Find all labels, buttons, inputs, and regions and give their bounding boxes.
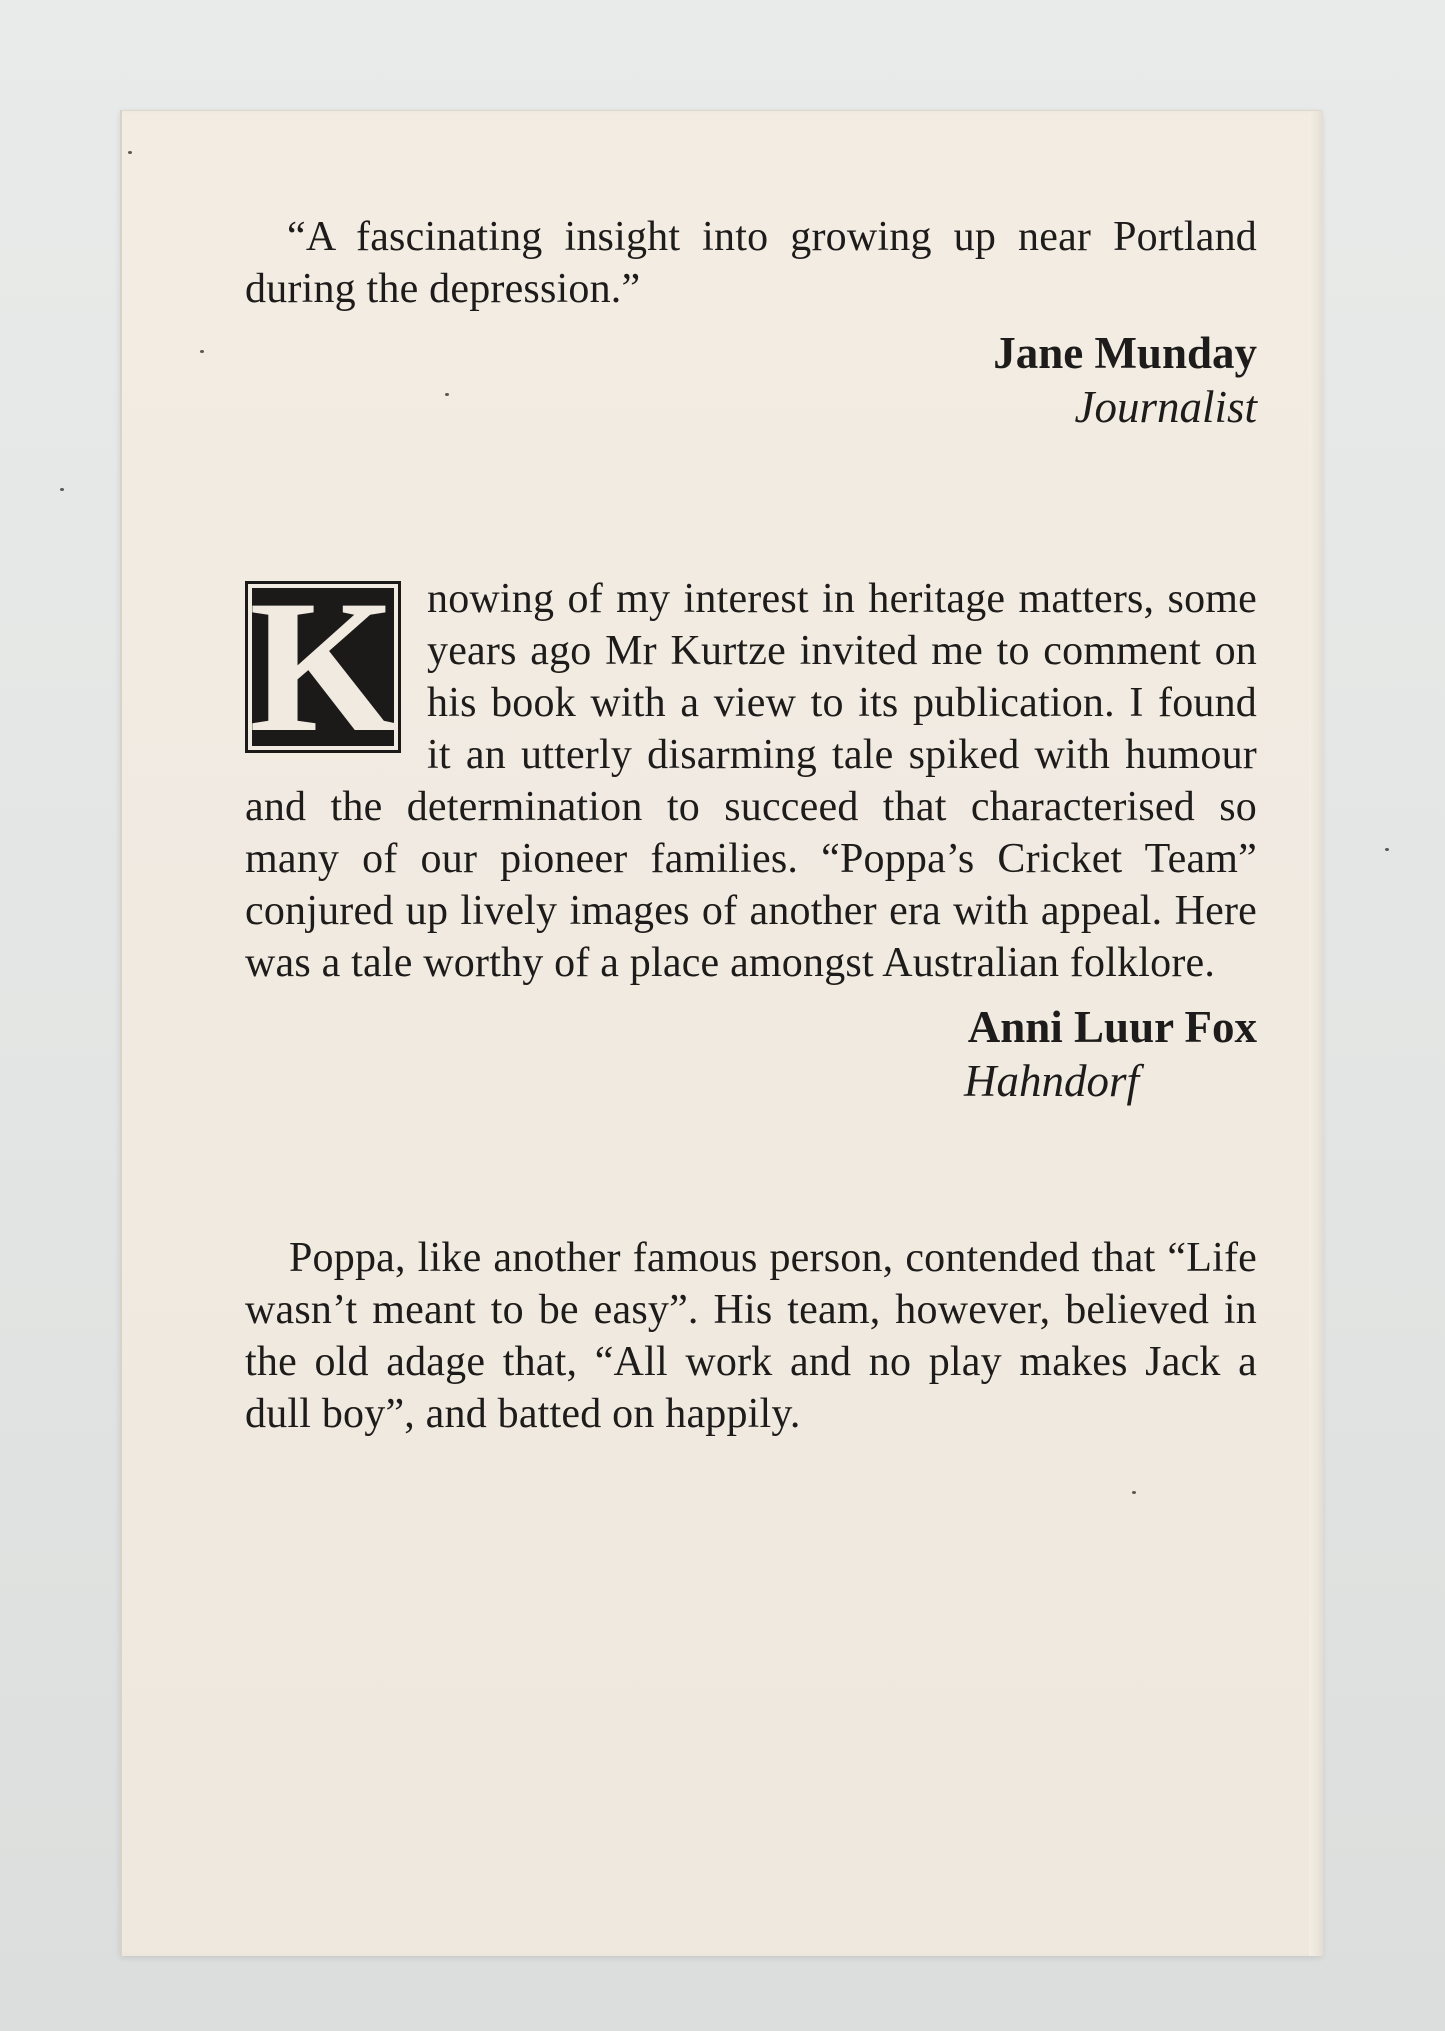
drop-cap-letter: K (249, 562, 397, 772)
review-quote-heritage (245, 562, 1257, 989)
book-back-cover (120, 110, 1322, 1956)
paper-speck (445, 393, 449, 396)
table-speck (60, 488, 64, 491)
reviewer-name: Anni Luur Fox (967, 1002, 1257, 1052)
paper-speck (128, 151, 132, 154)
reviewer-role: Hahndorf (963, 1056, 1139, 1106)
review-signature-heritage (245, 999, 1257, 1107)
table-speck (1385, 848, 1389, 851)
drop-cap-box (245, 562, 401, 772)
drop-cap-fill (249, 562, 397, 772)
book-blurb: Poppa, like another famous person, contended that “Life wasn’t meant to be easy”. His team, however, believed in the old adage that, “All work and no play makes Jack a dull boy”, and batted on happily. (245, 1235, 1257, 1437)
page-edge (1309, 111, 1323, 1956)
reviewer-role: Journalist (1074, 382, 1257, 432)
paper-speck (1132, 1491, 1136, 1494)
review-quote-body: nowing of my interest in heritage matters, some years ago Mr Kurtze invited me to comment on his book with a view to its publication. I found it an utterly disarming tale spiked with humour and the determination to succeed that characterised so many of our pioneer families. “Poppa’s Cricket Team” conjured up lively images of another era with appeal. Here was a tale worthy of a place amongst Australian folklore. (245, 576, 1257, 986)
cover-text-column (245, 211, 1257, 1440)
table-speck (200, 350, 204, 353)
review-signature-journalist (245, 325, 1257, 433)
reviewer-name: Jane Munday (993, 328, 1257, 378)
review-quote-journalist: “A fascinating insight into growing up near Portland during the depression.” (245, 214, 1257, 312)
